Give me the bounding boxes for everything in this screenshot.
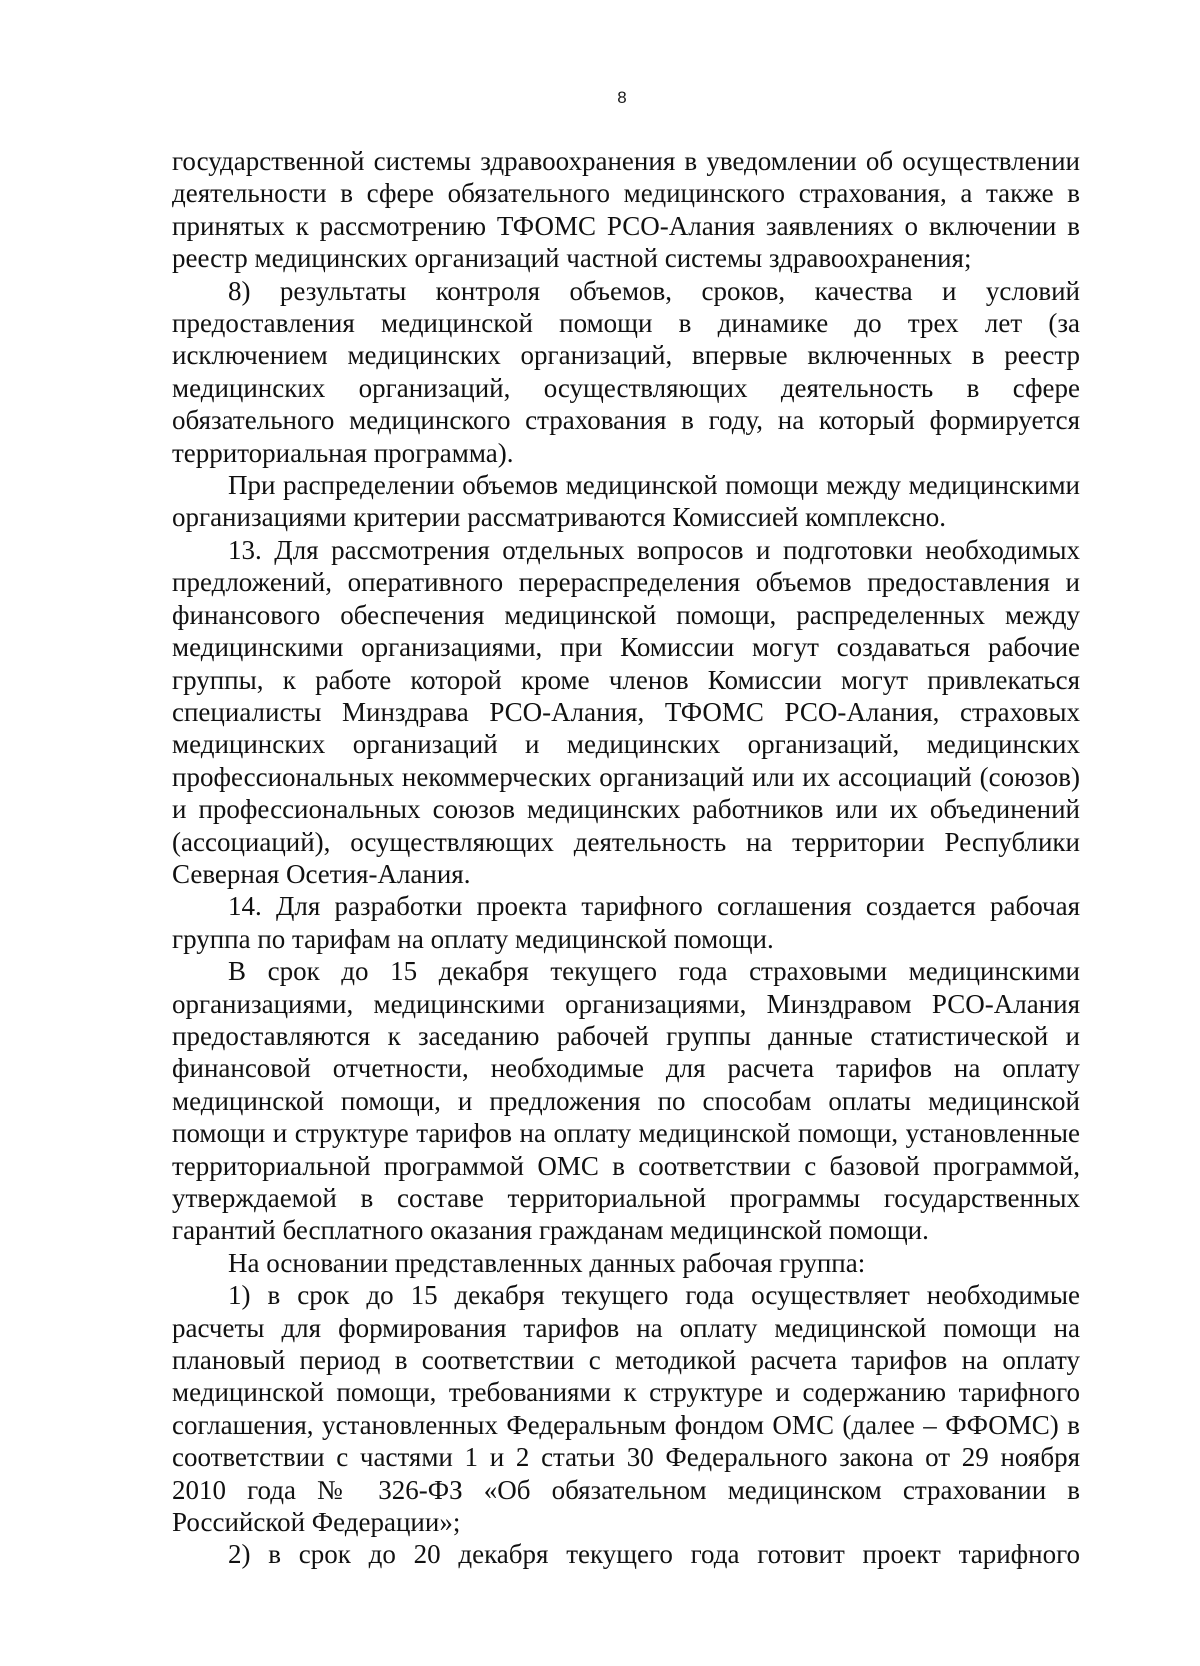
paragraph-section-14: 14. Для разработки проекта тарифного соглашения создается рабочая группа по тарифам на оплату медицинской помощи. xyxy=(172,891,1080,954)
page-number: 8 xyxy=(617,88,627,107)
paragraph-list-item-1: 1) в срок до 15 декабря текущего года осуществляет необходимые расчеты для формирования тарифов на оплату медицинской помощи на плановый период в соответствии с методикой расчета тарифов на оплату медицинской помощи, требованиями к структуре и содержанию тарифного соглашения, установленных Федеральным фондом ОМС (далее – ФФОМС) в соответствии с частями 1 и 2 статьи 30 Федерального закона от 29 ноября 2010 года № 326-ФЗ «Об обязательном медицинском страховании в Российской Федерации»; xyxy=(172,1280,1080,1538)
paragraph-deadline-data: В срок до 15 декабря текущего года страховыми медицинскими организациями, медицинскими организациями, Минздравом РСО-Алания предоставляются к заседанию рабочей группы данные статистической и финансовой отчетности, необходимые для расчета тарифов на оплату медицинской помощи, и предложения по способам оплаты медицинской помощи и структуре тарифов на оплату медицинской помощи, установленные территориальной программой ОМС в соответствии с базовой программой, утверждаемой в составе территориальной программы государственных гарантий бесплатного оказания гражданам медицинской помощи. xyxy=(172,956,1080,1246)
paragraph-working-group-intro: На основании представленных данных рабочая группа: xyxy=(228,1247,866,1278)
document-body xyxy=(172,145,1080,1571)
paragraph-list-item-2: 2) в срок до 20 декабря текущего года готовит проект тарифного xyxy=(228,1539,1080,1570)
paragraph-section-13: 13. Для рассмотрения отдельных вопросов и подготовки необходимых предложений, оперативного перераспределения объемов предоставления и финансового обеспечения медицинской помощи, распределенных между медицинскими организациями, при Комиссии могут создаваться рабочие группы, к работе которой кроме членов Комиссии могут привлекаться специалисты Минздрава РСО-Алания, ТФОМС РСО-Алания, страховых медицинских организаций и медицинских организаций, медицинских профессиональных некоммерческих организаций или их ассоциаций (союзов) и профессиональных союзов медицинских работников или их объединений (ассоциаций), осуществляющих деятельность на территории Республики Северная Осетия-Алания. xyxy=(172,534,1080,889)
paragraph-continuation: государственной системы здравоохранения в уведомлении об осуществлении деятельности в сфере обязательного медицинского страхования, а также в принятых к рассмотрению ТФОМС РСО-Алания заявлениях о включении в реестр медицинских организаций частной системы здравоохранения; xyxy=(172,146,1080,274)
paragraph-item-8: 8) результаты контроля объемов, сроков, качества и условий предоставления медицинской помощи в динамике до трех лет (за исключением медицинских организаций, впервые включенных в реестр медицинских организаций, осуществляющих деятельность в сфере обязательного медицинского страхования в году, на который формируется территориальная программа). xyxy=(172,275,1080,468)
paragraph-distribution-criteria: При распределении объемов медицинской помощи между медицинскими организациями критерии рассматриваются Комиссией комплексно. xyxy=(172,470,1080,533)
